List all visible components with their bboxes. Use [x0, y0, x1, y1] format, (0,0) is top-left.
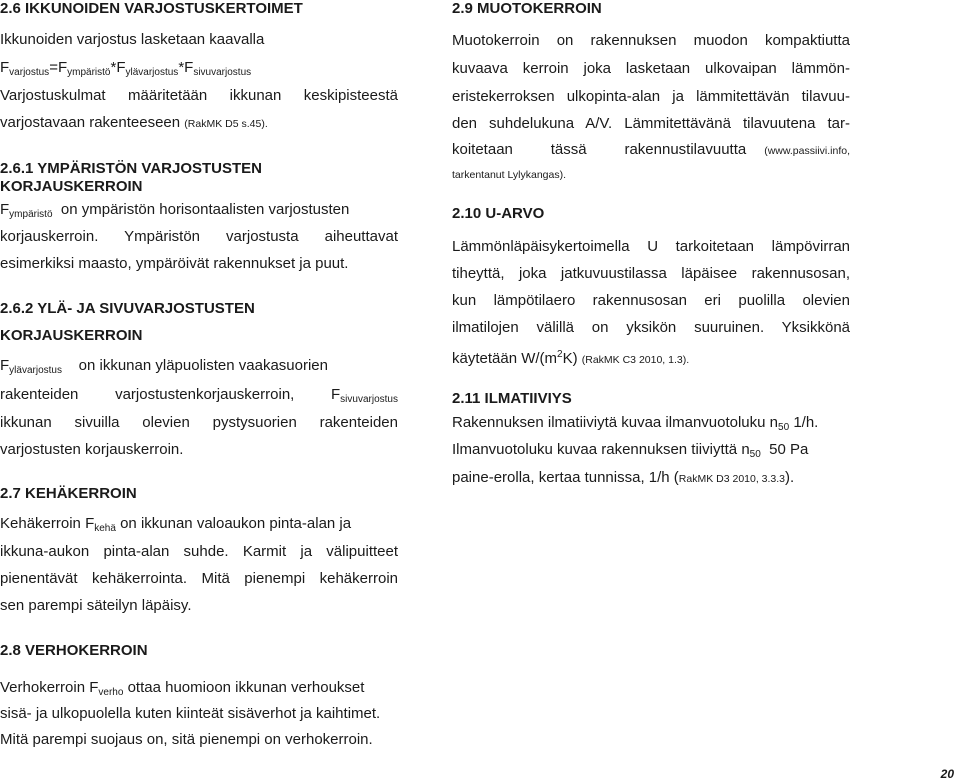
shading-formula: $F_{varjostus}=F_{ympäristö}*F_{ylävarjostus}*F_{sivuvarjostus}$	[0, 59, 252, 78]
section-2-11-heading: 2.11 ILMATIIVIYS	[452, 390, 572, 407]
section-2-6-2-heading-cont: KORJAUSKERROIN	[0, 327, 143, 344]
paragraph-line: sen parempi säteilyn läpäisy.	[0, 597, 192, 614]
paragraph-line: den suhdelukuna A/V. Lämmitettävänä tilavuutena tar-	[452, 115, 850, 132]
paragraph-line: Kehäkerroin $F_{kehä}$ on ikkunan valoaukon pinta-alan ja	[0, 515, 352, 534]
paragraph-line: koitetaan tässä rakennustilavuutta (www.passiivi.info,	[452, 141, 850, 158]
section-2-7-heading: 2.7 KEHÄKERROIN	[0, 485, 137, 502]
paragraph-line: käytetään $W/(m^2K)$ (RakMK C3 2010, 1.3).	[452, 349, 690, 367]
paragraph-line: tiheyttä, joka jatkuvuustilassa läpäisee rakennusosan,	[452, 265, 850, 282]
paragraph-line: kun lämpötilaero rakennusosan eri puolilla olevien	[452, 292, 850, 309]
page-number: 20	[940, 767, 954, 781]
paragraph-line: Varjostuskulmat määritetään ikkunan keskipisteestä	[0, 87, 398, 104]
section-2-9-heading: 2.9 MUOTOKERROIN	[452, 0, 602, 17]
section-2-6-1-heading: 2.6.1 YMPÄRISTÖN VARJOSTUSTEN	[0, 160, 263, 177]
reference: (RakMK C3 2010, 1.3).	[581, 354, 690, 366]
section-2-6-1-heading-cont: KORJAUSKERROIN	[0, 178, 143, 195]
paragraph-line: pienentävät kehäkerrointa. Mitä pienempi kehäkerroin	[0, 570, 398, 587]
paragraph-line: ikkunan sivuilla olevien pystysuorien rakenteiden	[0, 414, 398, 431]
paragraph-line: Muotokerroin on rakennuksen muodon kompaktiutta	[452, 32, 850, 49]
paragraph-line: ikkuna-aukon pinta-alan suhde. Karmit ja välipuitteet	[0, 543, 398, 560]
paragraph-line: ilmatilojen välillä on yksikön suuruinen. Yksikkönä	[452, 319, 850, 336]
paragraph-line: korjauskerroin. Ympäristön varjostusta aiheuttavat	[0, 228, 398, 245]
section-2-8-heading: 2.8 VERHOKERROIN	[0, 642, 148, 659]
paragraph-line: esimerkiksi maasto, ympäröivät rakennukset ja puut.	[0, 255, 349, 272]
reference: RakMK D3 2010, 3.3.3	[678, 473, 786, 485]
paragraph-line: eristekerroksen ulkopinta-alan ja lämmitettävän tilavuu-	[452, 88, 850, 105]
reference: (RakMK D5 s.45).	[184, 118, 268, 130]
paragraph-line: kuvaava kerroin joka lasketaan ulkovaipan lämmön-	[452, 60, 850, 77]
paragraph-line: Verhokerroin $F_{verho}$ ottaa huomioon ikkunan verhoukset	[0, 679, 365, 698]
paragraph-line: varjostusten korjauskerroin.	[0, 441, 184, 458]
paragraph-line: Mitä parempi suojaus on, sitä pienempi on verhokerroin.	[0, 731, 373, 748]
paragraph-line: $F_{ylävarjostus}$ on ikkunan yläpuolisten vaakasuorien	[0, 357, 328, 376]
reference-line: tarkentanut Lylykangas).	[452, 169, 567, 181]
reference: (www.passiivi.info,	[764, 145, 850, 157]
section-2-6-heading: 2.6 IKKUNOIDEN VARJOSTUSKERTOIMET	[0, 0, 303, 17]
paragraph-line: Lämmönläpäisykertoimella U tarkoitetaan lämpövirran	[452, 238, 850, 255]
paragraph-line: Rakennuksen ilmatiiviytä kuvaa ilmanvuotoluku $n_{50}$ 1/h.	[452, 414, 819, 433]
paragraph-line: $F_{ympäristö}$ on ympäristön horisontaalisten varjostusten	[0, 201, 350, 220]
section-2-10-heading: 2.10 U-ARVO	[452, 205, 545, 222]
section-2-6-2-heading: 2.6.2 YLÄ- JA SIVUVARJOSTUSTEN	[0, 300, 255, 317]
paragraph-line: paine-erolla, kertaa tunnissa, 1/h (RakMK D3 2010, 3.3.3).	[452, 469, 795, 486]
paragraph-line: sisä- ja ulkopuolella kuten kiinteät sisäverhot ja kaihtimet.	[0, 705, 381, 722]
paragraph-line: rakenteiden varjostustenkorjauskerroin, $F_{sivuvarjostus}$	[0, 386, 398, 405]
paragraph-line: Ikkunoiden varjostus lasketaan kaavalla	[0, 31, 265, 48]
paragraph-line: varjostavaan rakenteeseen (RakMK D5 s.45).	[0, 114, 268, 131]
paragraph-line: Ilmanvuotoluku kuvaa rakennuksen tiiviyttä $n_{50}$ 50 Pa	[452, 441, 809, 460]
